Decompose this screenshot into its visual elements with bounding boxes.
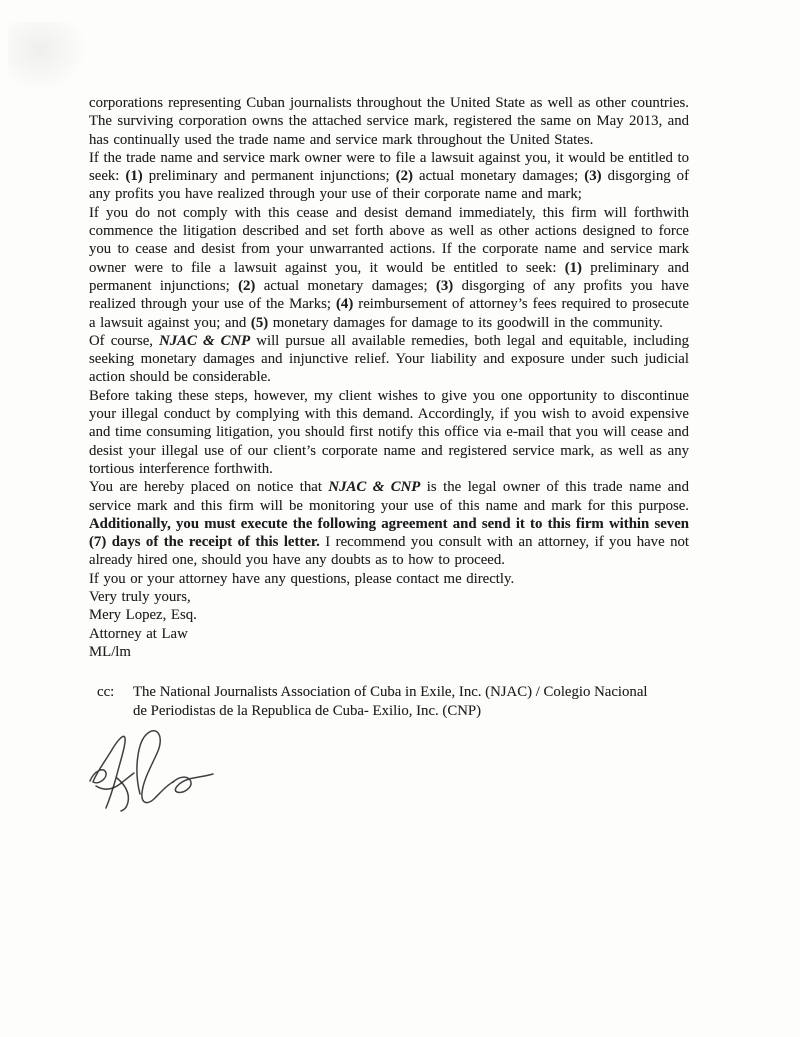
- para-lawsuit-entitlements: If the trade name and service mark owner were to file a lawsuit against you, it would be entitled to seek: (1) preliminary and permanent injunctions; (2) actual monetary damages; (3) disgorging of any profits you have realized through your use of their corporate name and mark;: [89, 149, 689, 203]
- signatory-title: Attorney at Law: [89, 625, 188, 642]
- para-noncompliance-consequences: If you do not comply with this cease and desist demand immediately, this firm will forthwith commence the litigation described and set forth above as well as other actions designed to force you to cease and desist from your unwarranted actions. If the corporate name and service mark owner were to file a lawsuit against you, it would be entitled to seek: (1) preliminary and permanent injunctions; (2) actual monetary damages; (3) disgorging of any profits you have realized through your use of the Marks; (4) reimbursement of attorney’s fees required to prosecute a lawsuit against you; and (5) monetary damages for damage to its goodwill in the community.: [89, 204, 689, 331]
- signatory-name: Mery Lopez, Esq.: [89, 607, 197, 624]
- handwritten-signature: [84, 726, 216, 814]
- letter-content: [89, 94, 689, 720]
- cc-label: cc:: [97, 684, 115, 701]
- cc-recipient-line: The National Journalists Association of Cuba in Exile, Inc. (NJAC) / Colegio Nacional: [133, 684, 648, 701]
- reference-initials: ML/lm: [89, 643, 131, 660]
- para-remedies: Of course, NJAC & CNP will pursue all available remedies, both legal and equitable, including seeking monetary damages and injunctive relief. Your liability and exposure under such judicial action should be considerable.: [89, 332, 689, 386]
- para-contact: If you or your attorney have any questions, please contact me directly.: [89, 570, 515, 587]
- para-opportunity-to-discontinue: Before taking these steps, however, my client wishes to give you one opportunity to discontinue your illegal conduct by complying with this demand. Accordingly, if you wish to avoid expensive and time consuming litigation, you should first notify this office via e-mail that you will cease and desist your illegal use of our client’s corporate name and registered service mark, as well as any tortious interference forthwith.: [89, 387, 689, 477]
- closing-salutation: Very truly yours,: [89, 589, 191, 606]
- scan-smudge-artifact: [8, 22, 88, 92]
- letter-paragraphs: [89, 94, 689, 588]
- para-notice-of-ownership: You are hereby placed on notice that NJAC & CNP is the legal owner of this trade name and service mark and this firm will be monitoring your use of this name and mark for this purpose. Additionally, you must execute the following agreement and send it to this firm within seven (7) days of the receipt of this letter. I recommend you consult with an attorney, if you have not already hired one, should you have any doubts as to how to proceed.: [89, 479, 689, 569]
- cc-recipients: [133, 683, 648, 720]
- cc-recipient-line: de Periodistas de la Republica de Cuba- Exilio, Inc. (CNP): [133, 702, 482, 719]
- para-merger-history: corporations representing Cuban journalists throughout the United State as well as other countries. The surviving corporation owns the attached service mark, registered the same on May 2013, and has continually used the trade name and service mark throughout the United States.: [89, 95, 689, 148]
- cc-block: [97, 683, 689, 720]
